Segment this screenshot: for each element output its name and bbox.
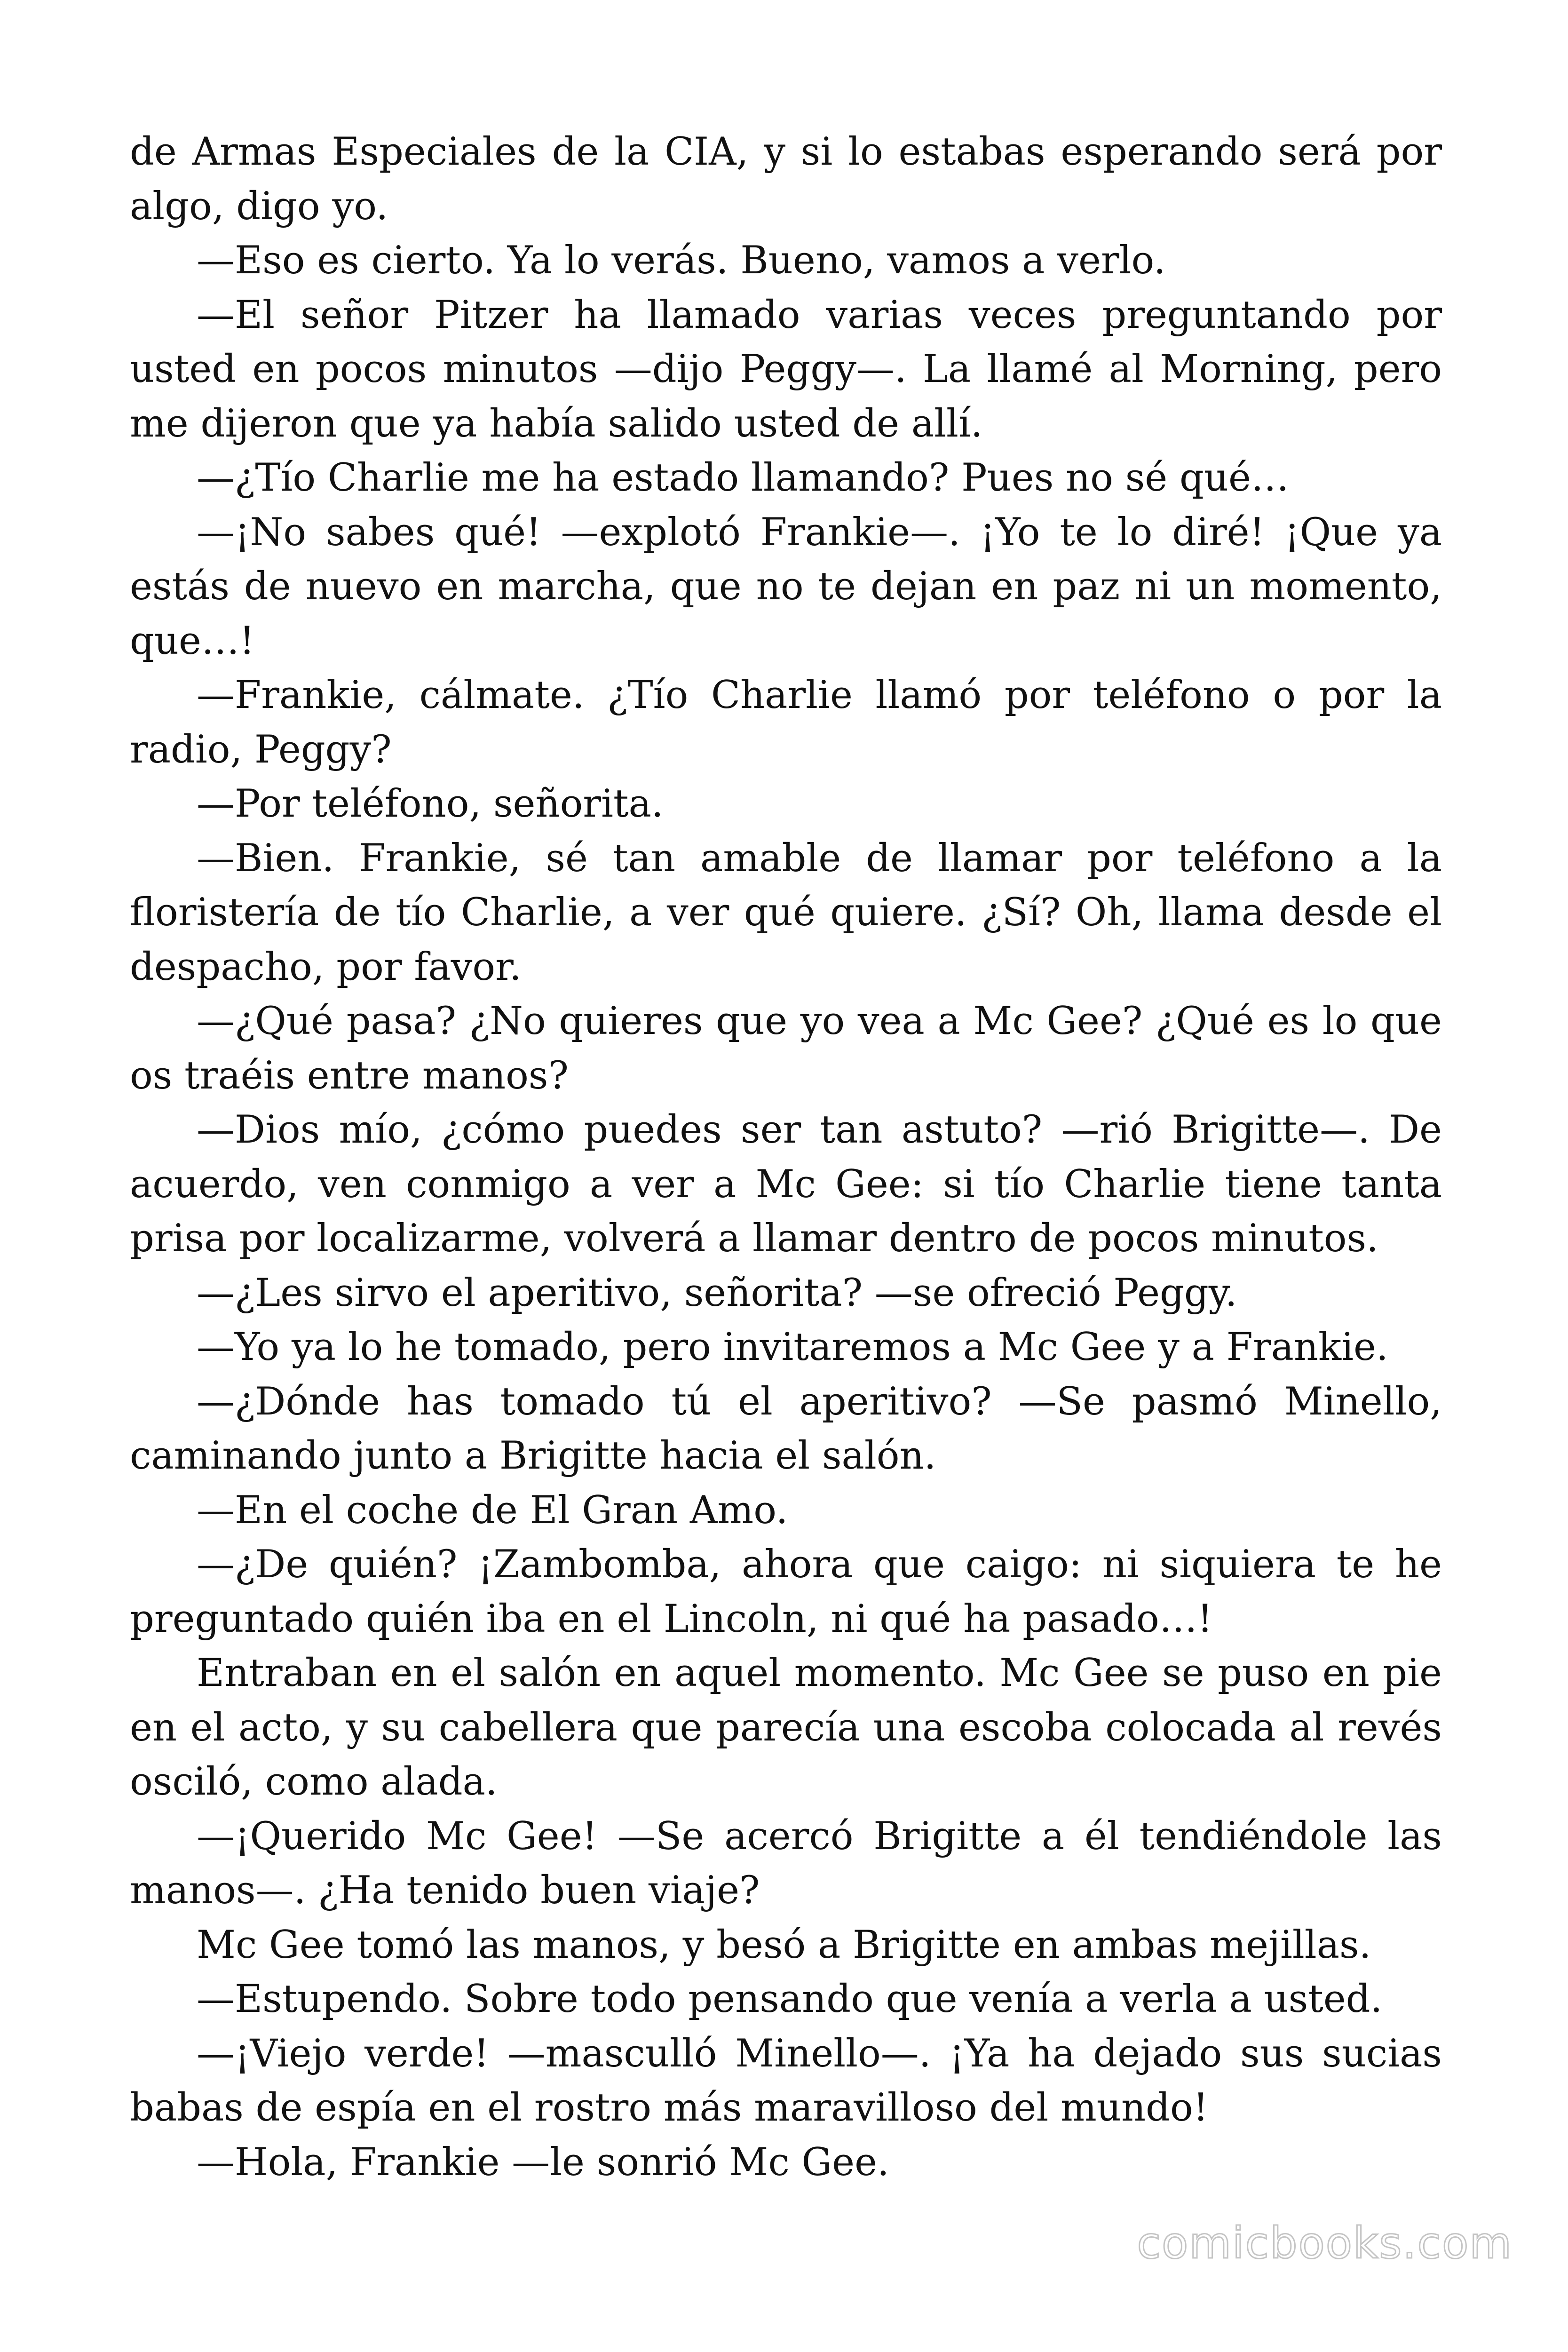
paragraph-6: —Por teléfono, señorita. xyxy=(197,782,664,826)
paragraph-3: —¿Tío Charlie me ha estado llamando? Pues no sé qué… xyxy=(197,456,1289,500)
watermark: comicbooks.com xyxy=(1137,2218,1513,2268)
paragraph-17: Mc Gee tomó las manos, y besó a Brigitte en ambas mejillas. xyxy=(197,1923,1371,1967)
paragraph-19: —¡Viejo verde! —masculló Minello—. ¡Ya ha dejado sus sucias babas de espía en el rostro más maravilloso del mundo! xyxy=(130,2031,1442,2130)
paragraph-7: —Bien. Frankie, sé tan amable de llamar por teléfono a la floristería de tío Charlie, a ver qué quiere. ¿Sí? Oh, llama desde el despacho, por favor. xyxy=(130,836,1442,989)
paragraph-10: —¿Les sirvo el aperitivo, señorita? —se ofreció Peggy. xyxy=(197,1271,1237,1315)
paragraph-1: —Eso es cierto. Ya lo verás. Bueno, vamos a verlo. xyxy=(197,238,1166,283)
paragraph-16: —¡Querido Mc Gee! —Se acercó Brigitte a él tendiéndole las manos—. ¿Ha tenido buen viaje? xyxy=(130,1814,1442,1913)
paragraph-12: —¿Dónde has tomado tú el aperitivo? —Se pasmó Minello, caminando junto a Brigitte hacia el salón. xyxy=(130,1379,1442,1478)
paragraph-20: —Hola, Frankie —le sonrió Mc Gee. xyxy=(197,2140,889,2185)
paragraph-4: —¡No sabes qué! —explotó Frankie—. ¡Yo te lo diré! ¡Que ya estás de nuevo en marcha, que no te dejan en paz ni un momento, que…! xyxy=(130,510,1442,663)
paragraph-13: —En el coche de El Gran Amo. xyxy=(197,1488,788,1533)
paragraph-0: de Armas Especiales de la CIA, y si lo estabas esperando será por algo, digo yo. xyxy=(130,130,1442,229)
paragraph-8: —¿Qué pasa? ¿No quieres que yo vea a Mc Gee? ¿Qué es lo que os traéis entre manos? xyxy=(130,999,1442,1098)
paragraph-2: —El señor Pitzer ha llamado varias veces preguntando por usted en pocos minutos —dijo Peggy—. La llamé al Morning, pero me dijeron que ya había salido usted de allí. xyxy=(130,293,1442,446)
paragraph-18: —Estupendo. Sobre todo pensando que venía a verla a usted. xyxy=(197,1977,1383,2021)
paragraph-9: —Dios mío, ¿cómo puedes ser tan astuto? —rió Brigitte—. De acuerdo, ven conmigo a ver a Mc Gee: si tío Charlie tiene tanta prisa por localizarme, volverá a llamar dentro de pocos minutos. xyxy=(130,1108,1442,1261)
page-body xyxy=(130,125,1442,2190)
paragraph-11: —Yo ya lo he tomado, pero invitaremos a Mc Gee y a Frankie. xyxy=(197,1325,1388,1369)
paragraph-14: —¿De quién? ¡Zambomba, ahora que caigo: ni siquiera te he preguntado quién iba en el Lincoln, ni qué ha pasado…! xyxy=(130,1542,1442,1641)
paragraph-5: —Frankie, cálmate. ¿Tío Charlie llamó por teléfono o por la radio, Peggy? xyxy=(130,673,1442,772)
paragraph-15: Entraban en el salón en aquel momento. Mc Gee se puso en pie en el acto, y su cabellera que parecía una escoba colocada al revés osciló, como alada. xyxy=(130,1651,1442,1804)
